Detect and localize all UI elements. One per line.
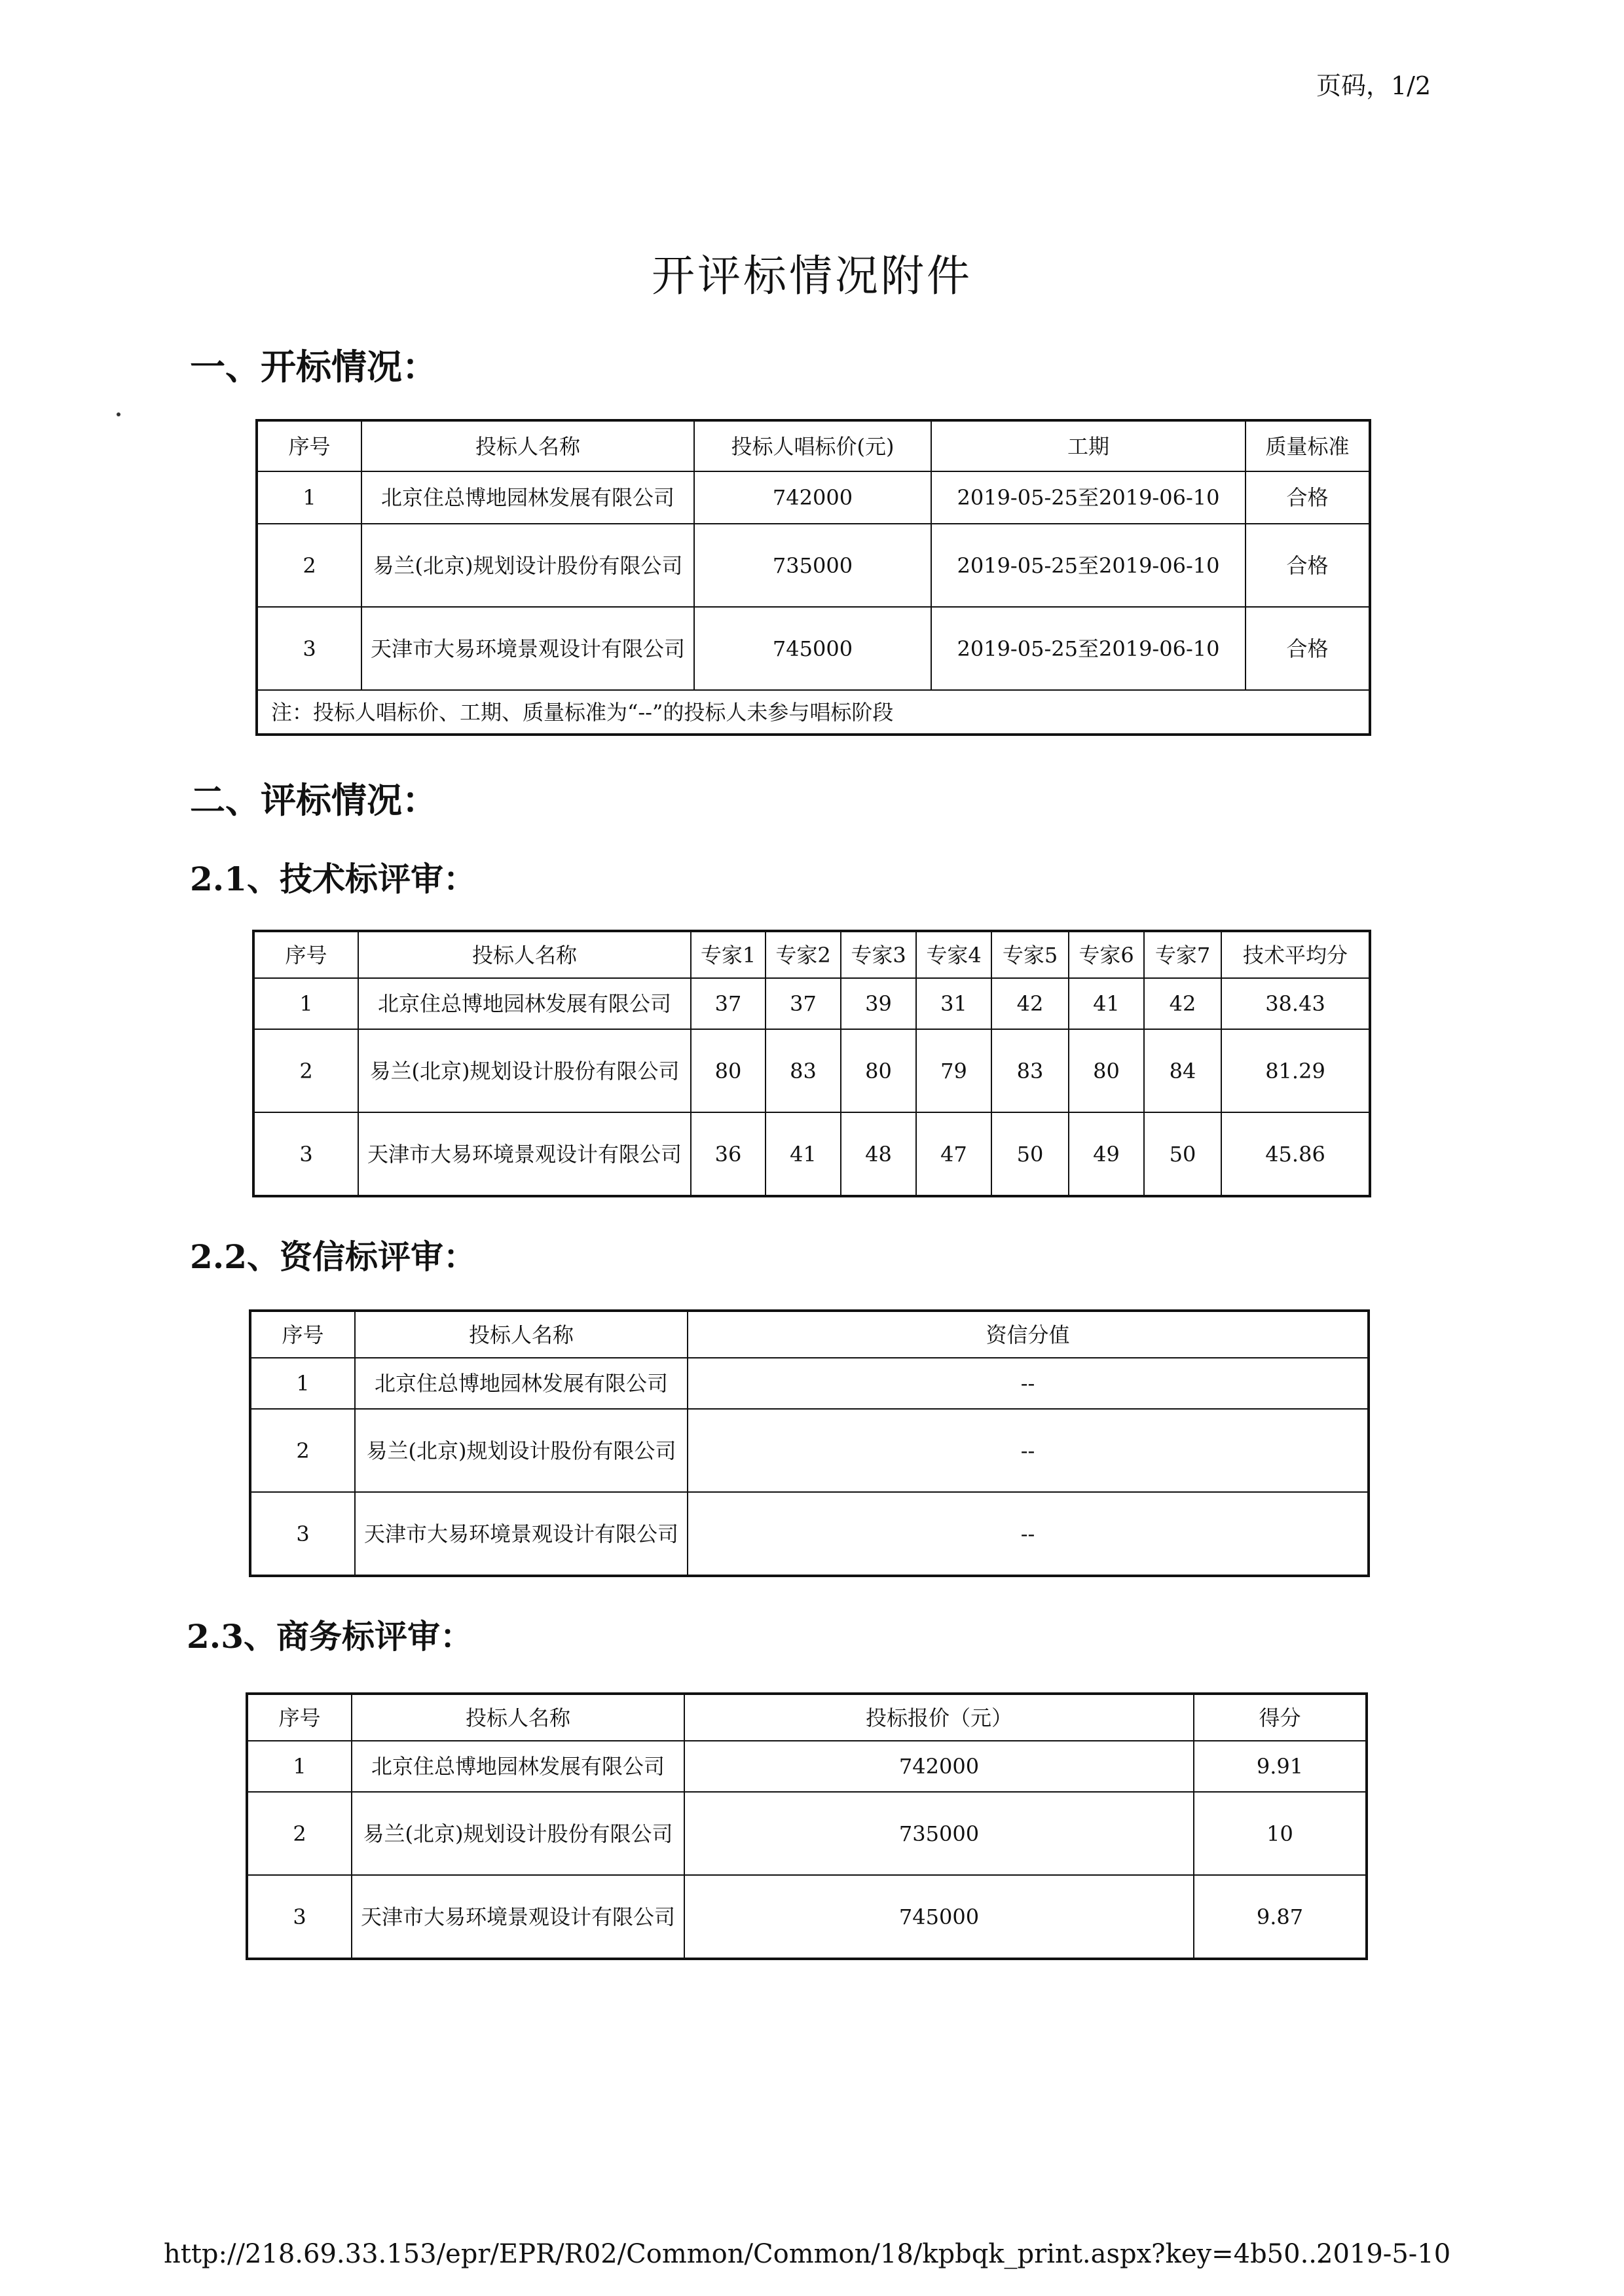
expert-score: 37	[766, 978, 841, 1029]
header-cell: 质量标准	[1246, 420, 1370, 471]
header-cell: 序号	[247, 1694, 352, 1741]
section23-title: 、商务标评审：	[244, 1618, 473, 1656]
bidder-name: 天津市大易环境景观设计有限公司	[361, 607, 694, 690]
row-index: 2	[257, 524, 361, 607]
bid-price: 745000	[694, 607, 931, 690]
header-cell: 序号	[253, 931, 358, 978]
expert-score: 80	[691, 1029, 766, 1112]
quality-standard: 合格	[1246, 524, 1370, 607]
business-score: 10	[1194, 1792, 1367, 1875]
expert-score: 83	[766, 1029, 841, 1112]
average-score: 81.29	[1221, 1029, 1370, 1112]
table-row	[253, 978, 1370, 1029]
bidder-name: 易兰(北京)规划设计股份有限公司	[361, 524, 694, 607]
technical-review-table	[252, 930, 1371, 1197]
business-score: 9.91	[1194, 1741, 1367, 1792]
header-cell: 工期	[931, 420, 1246, 471]
row-index: 3	[257, 607, 361, 690]
bid-price: 735000	[684, 1792, 1194, 1875]
table-row	[250, 1492, 1369, 1576]
table-row	[250, 1409, 1369, 1492]
expert-score: 49	[1069, 1112, 1144, 1196]
bidder-name: 天津市大易环境景观设计有限公司	[355, 1492, 688, 1576]
header-cell: 投标人唱标价(元)	[694, 420, 931, 471]
table-header-row	[247, 1694, 1367, 1741]
section22-number: 2.2	[190, 1237, 247, 1276]
header-cell: 投标人名称	[355, 1311, 688, 1358]
header-cell: 专家2	[766, 931, 841, 978]
table-header-row	[250, 1311, 1369, 1358]
bid-price: 742000	[694, 471, 931, 524]
bidder-name: 天津市大易环境景观设计有限公司	[352, 1875, 684, 1959]
header-cell: 技术平均分	[1221, 931, 1370, 978]
footer-url: http://218.69.33.153/epr/EPR/R02/Common/Common/18/kpbqk_print.aspx?key=4b50...	[164, 2239, 1325, 2269]
row-index: 2	[247, 1792, 352, 1875]
bid-price: 745000	[684, 1875, 1194, 1959]
expert-score: 36	[691, 1112, 766, 1196]
bidder-name: 北京住总博地园林发展有限公司	[355, 1358, 688, 1409]
table-row	[247, 1875, 1367, 1959]
average-score: 38.43	[1221, 978, 1370, 1029]
section21-title: 、技术标评审：	[247, 860, 476, 898]
bidder-name: 天津市大易环境景观设计有限公司	[358, 1112, 691, 1196]
row-index: 3	[250, 1492, 355, 1576]
section23-number: 2.3	[187, 1617, 244, 1656]
bid-opening-table	[255, 419, 1371, 736]
table-header-row	[257, 420, 1370, 471]
header-cell: 投标人名称	[352, 1694, 684, 1741]
table-row	[250, 1358, 1369, 1409]
row-index: 1	[247, 1741, 352, 1792]
header-cell: 序号	[257, 420, 361, 471]
row-index: 2	[250, 1409, 355, 1492]
credit-score: --	[688, 1358, 1369, 1409]
expert-score: 48	[841, 1112, 916, 1196]
footer-date: 2019-5-10	[1316, 2239, 1451, 2269]
row-index: 3	[247, 1875, 352, 1959]
credit-review-table	[249, 1309, 1370, 1577]
row-index: 1	[257, 471, 361, 524]
header-cell: 专家5	[991, 931, 1069, 978]
page-title: 开评标情况附件	[652, 251, 972, 301]
expert-score: 39	[841, 978, 916, 1029]
row-index: 1	[250, 1358, 355, 1409]
duration: 2019-05-25至2019-06-10	[931, 607, 1246, 690]
section1-heading: 一、开标情况：	[190, 346, 437, 388]
expert-score: 47	[916, 1112, 991, 1196]
bid-price: 735000	[694, 524, 931, 607]
expert-score: 50	[1144, 1112, 1221, 1196]
table-row	[247, 1741, 1367, 1792]
quality-standard: 合格	[1246, 471, 1370, 524]
bidder-name: 易兰(北京)规划设计股份有限公司	[358, 1029, 691, 1112]
table-row	[257, 524, 1370, 607]
table-row	[253, 1112, 1370, 1196]
expert-score: 50	[991, 1112, 1069, 1196]
header-cell: 专家7	[1144, 931, 1221, 978]
table-header-row	[253, 931, 1370, 978]
business-review-table	[246, 1692, 1368, 1960]
header-cell: 资信分值	[688, 1311, 1369, 1358]
expert-score: 79	[916, 1029, 991, 1112]
duration: 2019-05-25至2019-06-10	[931, 471, 1246, 524]
expert-score: 42	[1144, 978, 1221, 1029]
header-cell: 专家6	[1069, 931, 1144, 978]
table-note: 注：投标人唱标价、工期、质量标准为“--”的投标人未参与唱标阶段	[257, 690, 1370, 735]
duration: 2019-05-25至2019-06-10	[931, 524, 1246, 607]
scan-speck	[117, 412, 120, 416]
header-cell: 专家1	[691, 931, 766, 978]
section21-number: 2.1	[190, 860, 247, 898]
expert-score: 84	[1144, 1029, 1221, 1112]
row-index: 3	[253, 1112, 358, 1196]
note-row	[257, 690, 1370, 735]
quality-standard: 合格	[1246, 607, 1370, 690]
section2-heading: 二、评标情况：	[190, 780, 437, 821]
table-row	[257, 471, 1370, 524]
expert-score: 83	[991, 1029, 1069, 1112]
bid-price: 742000	[684, 1741, 1194, 1792]
credit-score: --	[688, 1492, 1369, 1576]
table-row	[257, 607, 1370, 690]
header-cell: 投标人名称	[358, 931, 691, 978]
credit-score: --	[688, 1409, 1369, 1492]
expert-score: 37	[691, 978, 766, 1029]
business-score: 9.87	[1194, 1875, 1367, 1959]
expert-score: 80	[841, 1029, 916, 1112]
bidder-name: 易兰(北京)规划设计股份有限公司	[352, 1792, 684, 1875]
bidder-name: 北京住总博地园林发展有限公司	[358, 978, 691, 1029]
header-cell: 得分	[1194, 1694, 1367, 1741]
expert-score: 31	[916, 978, 991, 1029]
section21-heading	[190, 853, 476, 900]
header-cell: 专家4	[916, 931, 991, 978]
bidder-name: 北京住总博地园林发展有限公司	[361, 471, 694, 524]
row-index: 1	[253, 978, 358, 1029]
header-cell: 投标人名称	[361, 420, 694, 471]
table-row	[247, 1792, 1367, 1875]
page-number: 页码，1/2	[1316, 71, 1431, 100]
section23-heading	[187, 1611, 473, 1658]
header-cell: 专家3	[841, 931, 916, 978]
section22-heading	[190, 1231, 476, 1278]
expert-score: 41	[1069, 978, 1144, 1029]
bidder-name: 北京住总博地园林发展有限公司	[352, 1741, 684, 1792]
expert-score: 80	[1069, 1029, 1144, 1112]
table-row	[253, 1029, 1370, 1112]
header-cell: 序号	[250, 1311, 355, 1358]
header-cell: 投标报价（元）	[684, 1694, 1194, 1741]
row-index: 2	[253, 1029, 358, 1112]
expert-score: 42	[991, 978, 1069, 1029]
section22-title: 、资信标评审：	[247, 1238, 476, 1276]
bidder-name: 易兰(北京)规划设计股份有限公司	[355, 1409, 688, 1492]
expert-score: 41	[766, 1112, 841, 1196]
average-score: 45.86	[1221, 1112, 1370, 1196]
